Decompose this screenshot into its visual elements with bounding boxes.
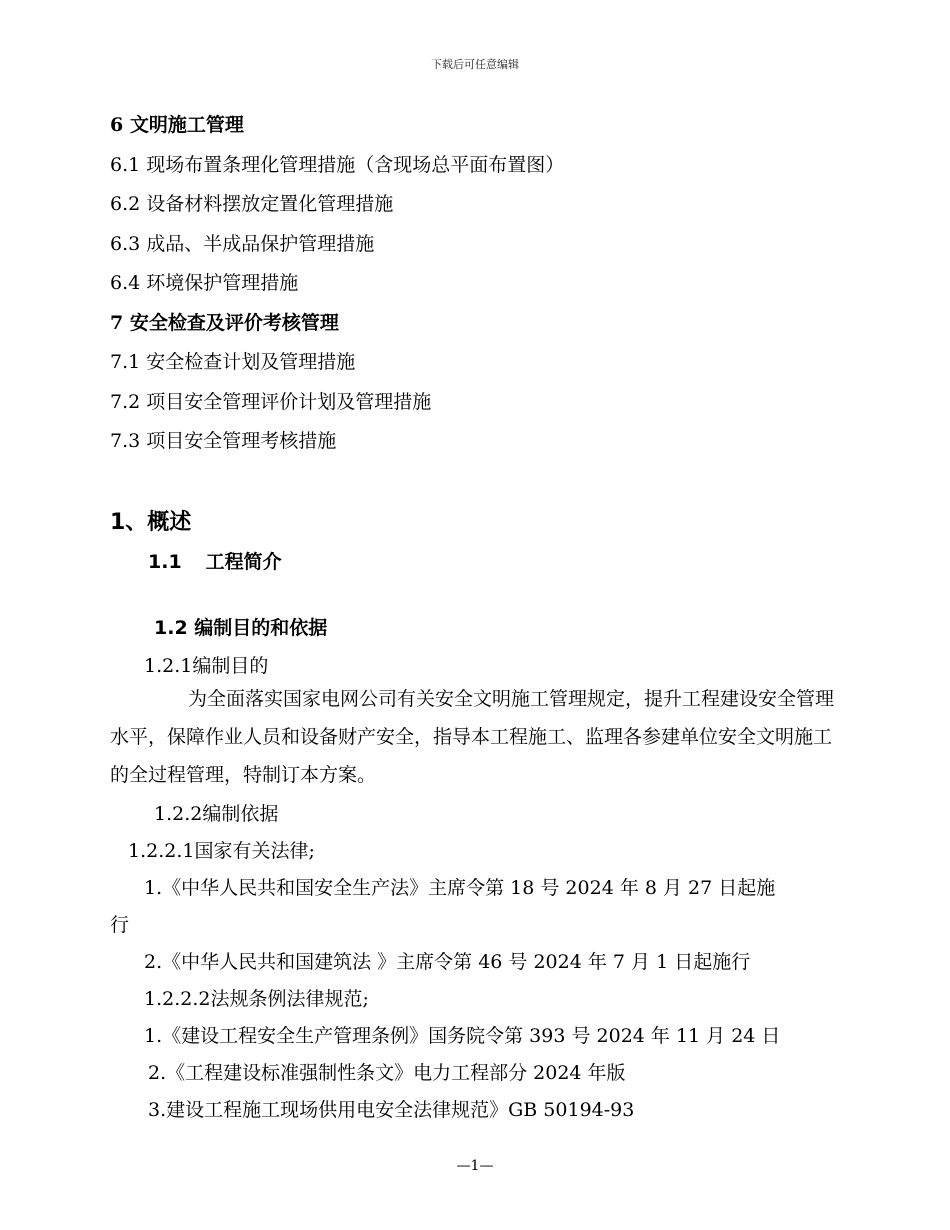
toc-item: 7.3 项目安全管理考核措施 — [110, 430, 337, 452]
toc-item: 6.1 现场布置条理化管理措施（含现场总平面布置图） — [110, 153, 565, 176]
toc-item: 6.3 成品、半成品保护管理措施 — [110, 232, 375, 255]
reg-item: 2.《工程建设标准强制性条文》电力工程部分 2024 年版 — [148, 1062, 626, 1084]
purpose-paragraph: 为全面落实国家电网公司有关安全文明施工管理规定，提升工程建设安全管理水平，保障作业人员和设备财产安全，指导本工程施工、监理各参建单位安全文明施工的全过程管理，特制订本方案。 — [110, 688, 835, 786]
page-number: —1— — [456, 1158, 494, 1174]
reg-item: 1.《建设工程安全生产管理条例》国务院令第 393 号 2024 年 11 月 24 日 — [144, 1025, 781, 1047]
laws-heading: 1.2.2.1国家有关法律; — [128, 840, 315, 862]
toc-item: 7 安全检查及评价考核管理 — [110, 311, 339, 334]
subsection-heading: 1.2 编制目的和依据 — [154, 617, 328, 639]
regs-heading: 1.2.2.2法规条例法律规范; — [144, 988, 369, 1010]
subsection-number: 1.1 — [148, 551, 182, 573]
law-item: 2.《中华人民共和国建筑法 》主席令第 46 号 2024 年 7 月 1 日起施行 — [144, 951, 751, 973]
toc-item: 6.2 设备材料摆放定置化管理措施 — [110, 193, 394, 215]
toc-item: 7.2 项目安全管理评价计划及管理措施 — [110, 390, 432, 413]
page-header: 下载后可任意编辑 — [431, 58, 519, 71]
toc-item: 6.4 环境保护管理措施 — [110, 272, 299, 294]
toc-item: 6 文明施工管理 — [110, 114, 244, 136]
law-item-continuation: 行 — [110, 914, 130, 936]
basis-heading: 1.2.2编制依据 — [154, 803, 279, 825]
table-of-contents — [110, 110, 840, 466]
reg-item: 3.建设工程施工现场供用电安全法律规范》GB 50194-93 — [148, 1099, 635, 1121]
subsection-title: 工程简介 — [205, 551, 282, 573]
purpose-heading: 1.2.1编制目的 — [144, 655, 269, 677]
toc-item: 7.1 安全检查计划及管理措施 — [110, 351, 356, 373]
subsection-heading — [148, 547, 282, 574]
section-title: 1、概述 — [110, 510, 192, 535]
law-item: 1.《中华人民共和国安全生产法》主席令第 18 号 2024 年 8 月 27 日起施 — [144, 877, 776, 899]
